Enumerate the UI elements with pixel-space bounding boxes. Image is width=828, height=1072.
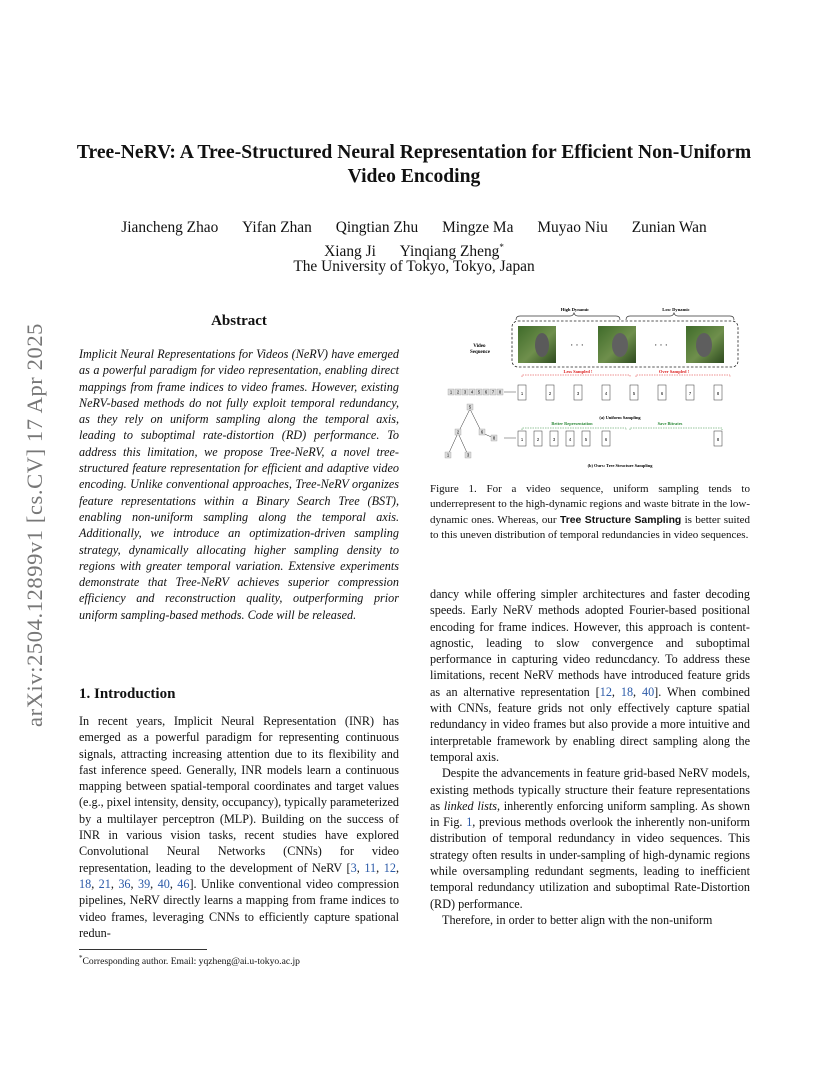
tree-node-label: 1 [446, 452, 450, 458]
frame-index: 5 [584, 437, 588, 442]
frame-index: 1 [520, 437, 524, 442]
citation-link[interactable]: 12 [599, 684, 612, 699]
index-label: 5 [477, 389, 481, 395]
author-list [70, 218, 758, 261]
caption-text: Figure 1. For a video sequence, uniform sampling tends to underrepresent to the high-dynamic regions and waste bitrate in the low-dynamic ones. Whereas, our [430, 483, 750, 526]
caption-text: is better suited to this uneven distribution of temporal redundancies in video sequences. [430, 513, 751, 541]
sampled-frame [714, 431, 722, 446]
citation-link[interactable]: 40 [641, 684, 655, 699]
text-run: , inherently enforcing uniform sampling. As shown in Fig. [430, 798, 750, 830]
frame-index: 5 [632, 391, 636, 396]
footnote-divider [79, 949, 207, 950]
frame-index: 1 [520, 391, 524, 396]
figure-1-diagram [430, 305, 750, 477]
frame-index: 7 [688, 391, 692, 396]
affiliation: The University of Tokyo, Tokyo, Japan [293, 258, 535, 275]
index-label: 2 [456, 389, 460, 395]
author: Xiang Ji [324, 242, 376, 260]
sampled-frame [602, 385, 610, 400]
tree-node-label: 5 [468, 404, 472, 410]
citation-link[interactable]: 3 [350, 860, 357, 875]
tree-edge [448, 433, 458, 455]
citation-link[interactable]: 39 [137, 876, 151, 891]
emphasis-text: linked lists [443, 798, 497, 813]
tree-sampling-frames [518, 431, 722, 446]
tree-node [455, 429, 461, 435]
abstract-heading: Abstract [211, 313, 267, 329]
text-run: ]. Unlike conventional video compression pipelines, NeRV directly learns a mapping from frame indices to video frames, leveraging CNNs to efficiently capture spational redun- [79, 876, 400, 940]
index-label: 7 [491, 389, 495, 395]
tree-node [467, 404, 473, 410]
uniform-sampling-frames [518, 385, 722, 400]
frame-index: 2 [548, 391, 552, 396]
text-run: Despite the advancements in feature grid-based NeRV models, existing methods typically structure their feature representations as [430, 766, 750, 813]
citation-link[interactable]: 12 [383, 860, 396, 875]
right-column-text [430, 586, 750, 928]
author: Mingze Ma [442, 219, 514, 236]
figure-reference-link[interactable]: 1 [466, 815, 473, 830]
frame-index: 8 [716, 437, 720, 442]
less-sampled-label: Less Sampled ! [563, 369, 593, 374]
arxiv-identifier: arXiv:2504.12899v1 [cs.CV] 17 Apr 2025 [22, 323, 47, 728]
corresponding-mark: * [499, 241, 504, 252]
index-label: 6 [484, 389, 488, 395]
author: Yifan Zhan [242, 219, 312, 236]
uniform-sampling-label: (a) Uniform Sampling [599, 415, 641, 420]
ellipsis: · · · [654, 340, 668, 350]
text-run: In recent years, Implicit Neural Representation (INR) has emerged as a powerful paradigm for representing continuous signals, attracting increasing attention due to its flexibility and fast inference speed. Generally, INR models learn a continuous mapping between spatial-temporal coordinates and target values (e.g., pixel intensity, density, occupancy), typically parameterized by a multilayer perceptron (MLP). Building on the success of INR in various vision tasks, recent studies have explored Convolutional Neural Networks (CNNs) for video representation, leading to the development of NeRV [ [79, 714, 399, 875]
tree-node [465, 452, 471, 458]
body-paragraph: Therefore, in order to better align with the non-uniform [442, 912, 713, 927]
text-run: dancy while offering simpler architectures and faster decoding speeds. Early NeRV methods adopted Fourier-based positional encoding for frame indices. However, this approach is content-agnostic, leading to slow convergence and suboptimal performance in capturing video reduncdancy. To address these limitations, recent NeRV methods have introduced feature grids as an alternative representation [ [430, 587, 750, 699]
tree-node-label: 3 [466, 452, 470, 458]
better-representation-label: Better Representation [551, 421, 593, 426]
sampled-frame [582, 431, 590, 446]
video-sequence-label [470, 344, 491, 355]
abstract-text: Implicit Neural Representations for Videos (NeRV) have emerged as a powerful paradigm for video representation, enabling direct mappings from frame indices to video frames. However, existing NeRV-based methods do not fully exploit temporal redundancy, as they rely on uniform sampling along the temporal axis, leading to suboptimal rate-distortion (RD) performance. To address this limitation, we propose Tree-NeRV, a novel tree-structured feature representation for efficient and adaptive video encoding. Unlike conventional approaches, Tree-NeRV organizes feature representations within a Binary Search Tree (BST), enabling non-uniform sampling along the temporal axis. Additionally, we introduce an optimization-driven sampling strategy, dynamically allocating higher sampling density to regions with greater temporal variation. Extensive experiments demonstrate that Tree-NeRV achieves superior compression efficiency and reconstruction quality, outperforming prior uniform sampling-based methods. Code will be released. [79, 347, 399, 622]
footnote-mark: * [79, 954, 83, 962]
sampled-frame [546, 385, 554, 400]
low-dynamic-brace [626, 313, 734, 320]
tree-node [479, 429, 485, 435]
video-frame-thumbnails [518, 326, 724, 363]
save-bitrates-bracket [630, 428, 722, 430]
sampled-frame [602, 431, 610, 446]
low-dynamic-label: Low Dynamic [662, 307, 690, 312]
citation-link[interactable]: 18 [79, 876, 92, 891]
frame-index: 6 [604, 437, 608, 442]
tree-node-label: 2 [456, 429, 460, 435]
author: Muyao Niu [537, 219, 608, 236]
paper-title: Tree-NeRV: A Tree-Structured Neural Representation for Efficient Non-Uniform Video Encoding [76, 142, 752, 187]
frame-index: 3 [552, 437, 556, 442]
footnote-text: Corresponding author. Email: yqzheng@ai.u-tokyo.ac.jp [82, 956, 300, 968]
citation-link[interactable]: 36 [118, 876, 131, 891]
text-run: , previous methods overlook the inherently non-uniform distribution of temporal redundancy in video sequences. This strategy often results in under-sampling of high-dynamic regions while oversampling redundant segments, leading to inefficient temporal redundancy utilization and suboptimal Rate-Distortion (RD) performance. [430, 815, 750, 911]
frame-subject [612, 333, 628, 357]
frame-index: 8 [716, 391, 720, 396]
index-label: 3 [463, 389, 467, 395]
citation-link[interactable]: 21 [98, 876, 111, 891]
less-sampled-bracket [522, 375, 630, 377]
body-paragraph [430, 765, 750, 912]
citation-link[interactable]: 18 [620, 684, 634, 699]
over-sampled-bracket [636, 375, 730, 377]
text-run: ]. When combined with CNNs, feature grids not only effectively capture spatial redundancy in video frames but also provide a more intuitive and interpretable framework by enabling direct sampling along the temporal axis. [430, 684, 750, 764]
tree-node [491, 435, 497, 441]
sampled-frame [630, 385, 638, 400]
tree-sampling-label: (b) Ours: Tree Structure Sampling [587, 463, 653, 468]
index-label: 4 [470, 389, 474, 395]
better-representation-bracket [522, 428, 626, 430]
index-label: 8 [498, 389, 502, 395]
frame-subject [696, 333, 712, 357]
citation-link[interactable]: 40 [157, 876, 170, 891]
ellipsis: · · · [570, 340, 584, 350]
sampled-frame [658, 385, 666, 400]
introduction-paragraph: In recent years, Implicit Neural Representation (INR) has emerged as a powerful paradigm for representing continuous signals, attracting increasing attention due to its flexibility and fast inference speed. Generally, INR models learn a continuous mapping between spatial-temporal coordinates and target values (e.g., pixel intensity, density, occupancy), typically parameterized by a multilayer perceptron (MLP). Building on the success of INR in various vision tasks, recent studies have explored Convolutional Neural Networks (CNNs) for video representation, leading to the development of NeRV [3, 11, 12, 18, 21, 36, 39, 40, 46]. Unlike conventional video compression pipelines, NeRV directly learns a mapping from frame indices to video frames, leveraging CNNs to efficiently capture spational redun- [79, 714, 400, 940]
author-name: Yinqiang Zheng [399, 242, 500, 260]
sampled-frame [518, 431, 526, 446]
sampled-frame [714, 385, 722, 400]
sampled-frame [550, 431, 558, 446]
author: Qingtian Zhu [335, 219, 419, 236]
save-bitrates-label: Save Bitrates [657, 421, 683, 426]
index-label: 1 [449, 389, 453, 395]
frame-index-row [448, 389, 503, 395]
sampled-frame [534, 431, 542, 446]
sampled-frame [574, 385, 582, 400]
frame-index: 6 [660, 391, 664, 396]
sampled-frame [686, 385, 694, 400]
body-paragraph: dancy while offering simpler architectures and faster decoding speeds. Early NeRV methods adopted Fourier-based positional encoding for frame indices. However, this approach is content-agnostic, leading to slow convergence and suboptimal performance in capturing video reduncdancy. To address these limitations, recent NeRV methods have introduced feature grids as an alternative representation [12, 18, 40]. When combined with CNNs, feature grids not only effectively capture spatial redundancy in video frames but also provide a more intuitive and interpretable framework by enabling direct sampling along the temporal axis. [430, 587, 750, 764]
high-dynamic-label: High Dynamic [560, 307, 590, 312]
citation-link[interactable]: 11 [364, 860, 377, 875]
video-sequence-label-line: Video [473, 344, 486, 349]
sampled-frame [518, 385, 526, 400]
frame-index: 2 [536, 437, 540, 442]
sampled-frame [566, 431, 574, 446]
binary-search-tree [445, 404, 497, 458]
caption-bold-text: Tree Structure Sampling [559, 514, 682, 526]
figure-1-caption [430, 482, 750, 543]
tree-node [445, 452, 451, 458]
section-heading-introduction: 1. Introduction [79, 686, 176, 702]
frame-index: 4 [604, 391, 608, 396]
author: Jiancheng Zhao [121, 219, 219, 236]
high-dynamic-brace [516, 313, 620, 320]
over-sampled-label: Over Sampled ! [658, 369, 690, 374]
frame-subject [535, 333, 549, 357]
footnote [79, 954, 399, 967]
tree-node-label: 8 [492, 435, 496, 441]
tree-node-label: 6 [480, 429, 484, 435]
frame-index: 3 [576, 391, 580, 396]
author: Zunian Wan [631, 219, 707, 236]
video-sequence-label-line: Sequence [470, 350, 490, 355]
frame-index: 4 [568, 437, 572, 442]
citation-link[interactable]: 46 [177, 876, 190, 891]
